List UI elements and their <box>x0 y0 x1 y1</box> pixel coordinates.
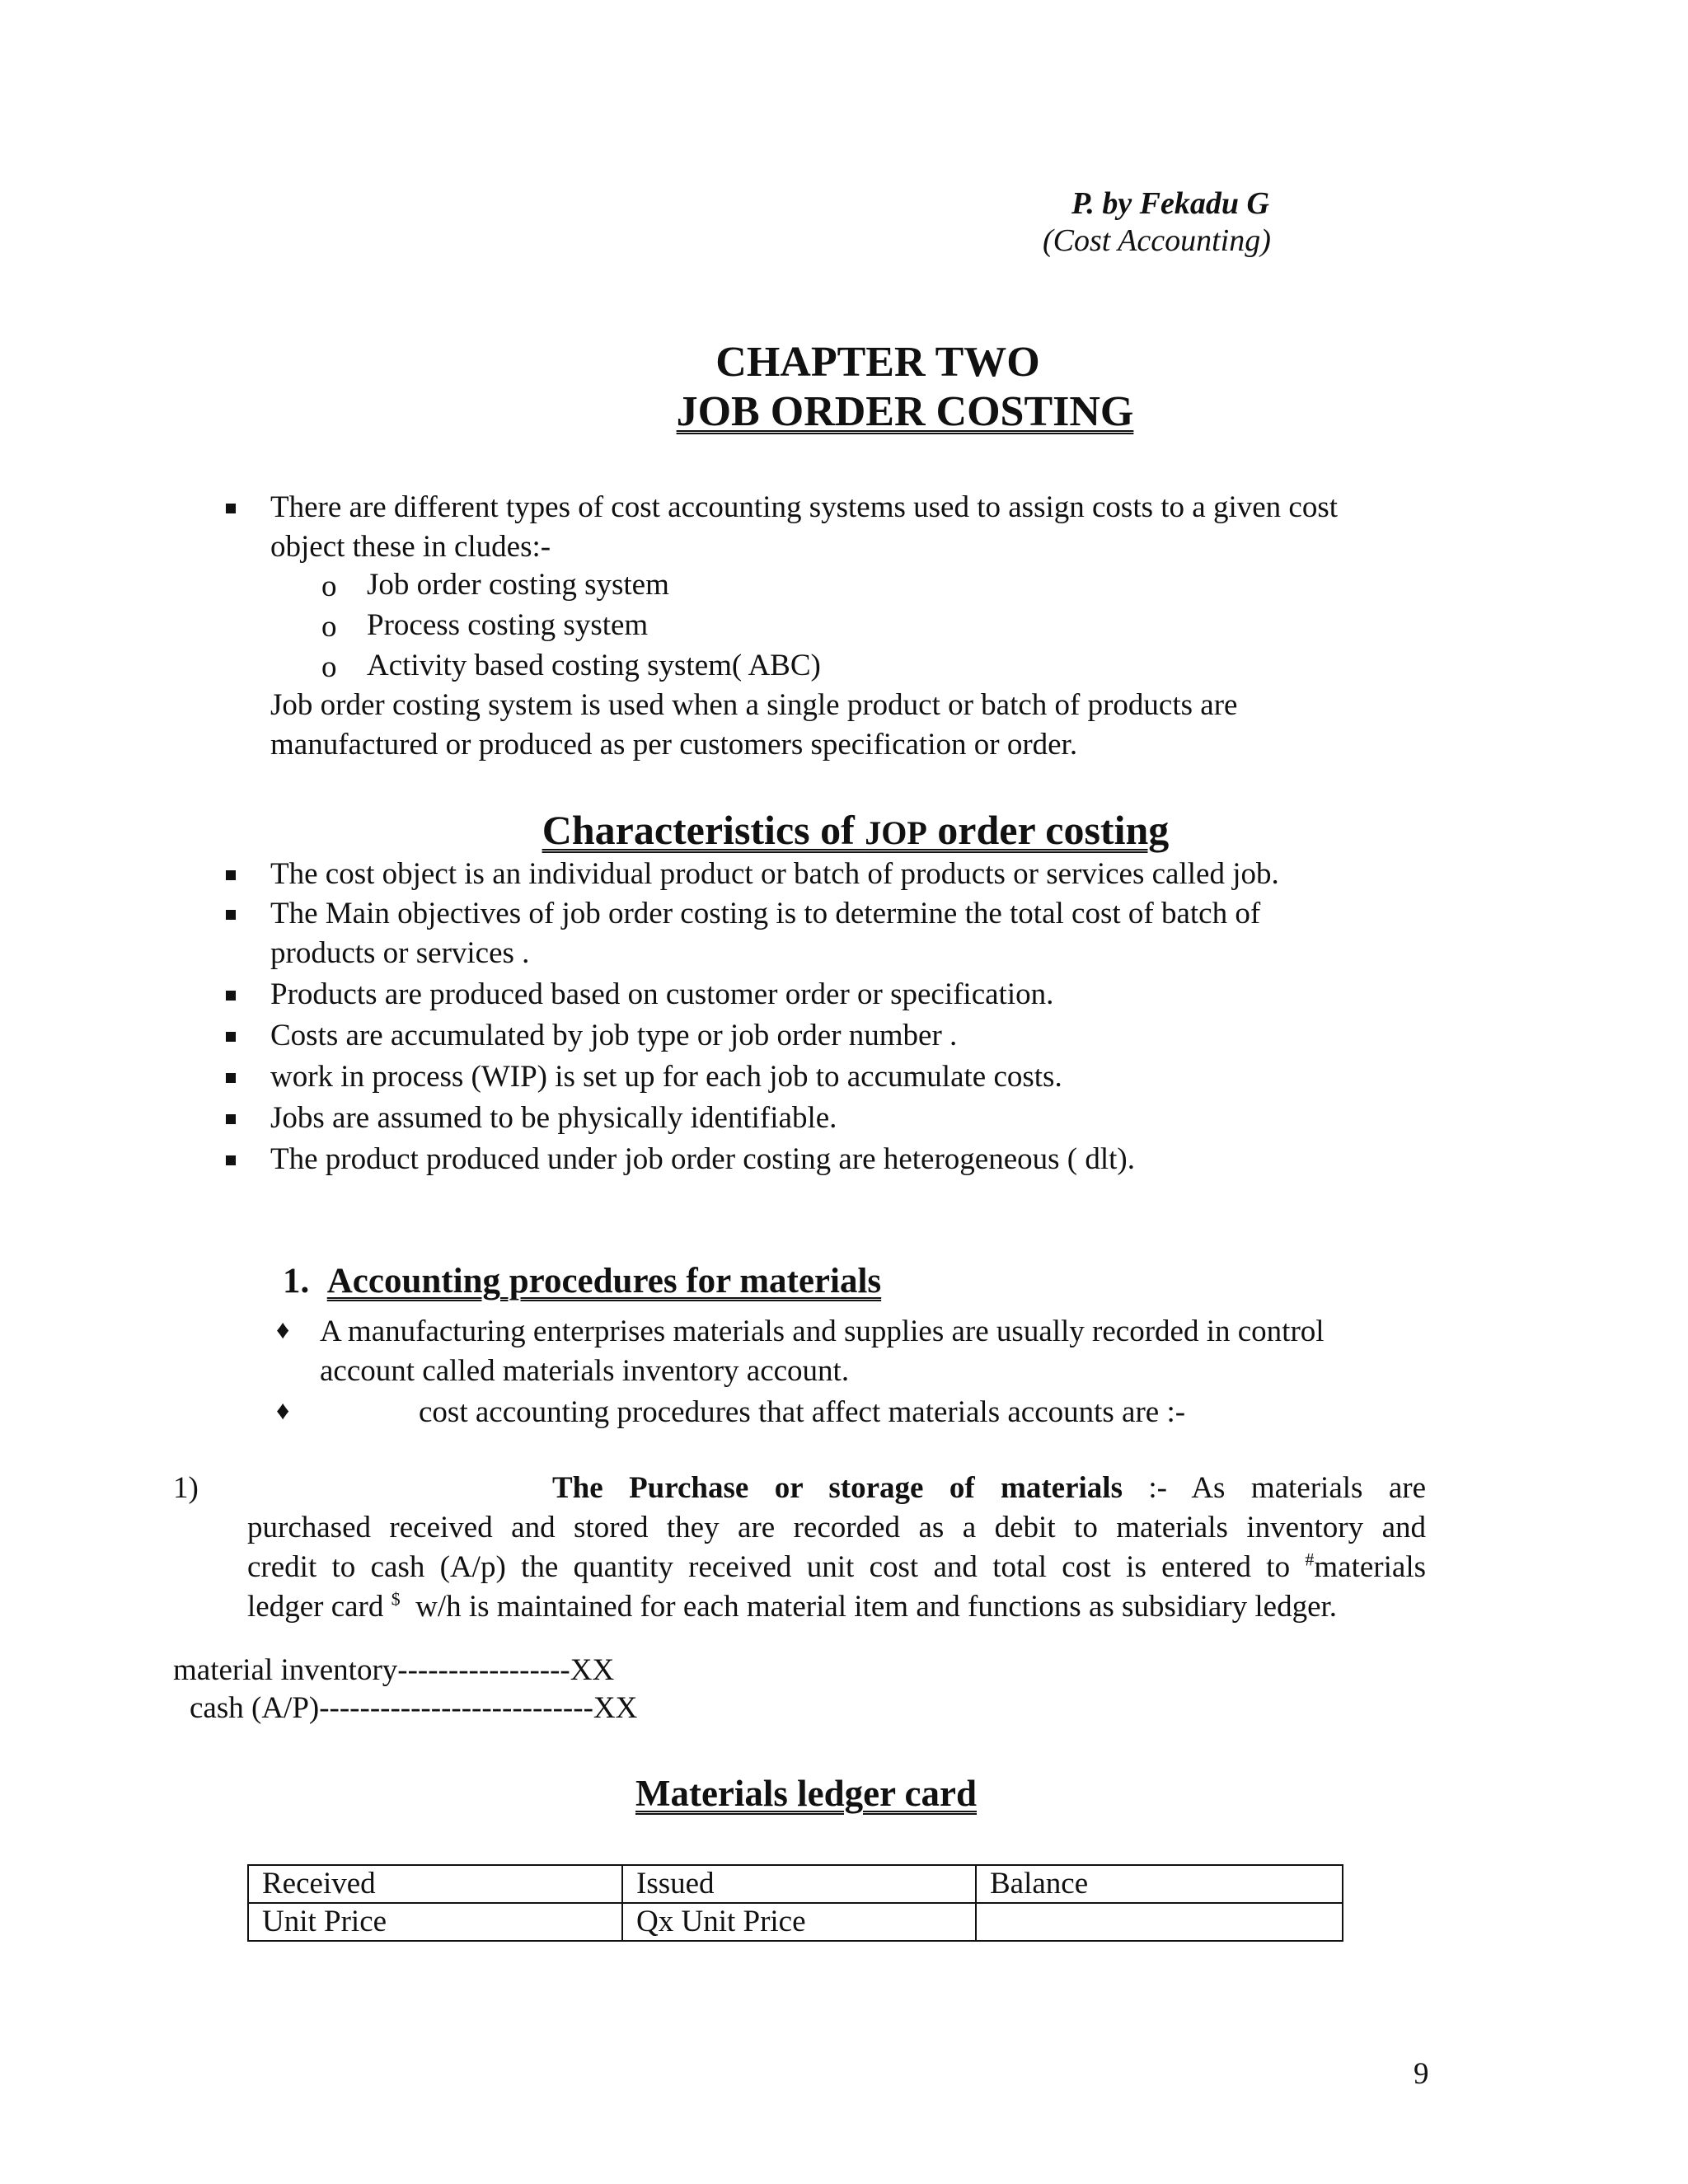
system-item: Job order costing system <box>367 568 669 602</box>
materials-item-1-line-2: account called materials inventory account. <box>320 1354 850 1388</box>
purchase-line-3-b <box>1305 1550 1426 1584</box>
dollar-mark: $ <box>391 1588 401 1610</box>
circle-bullet-icon: o <box>321 650 337 684</box>
chapter-title: CHAPTER TWO <box>715 339 1040 386</box>
circle-bullet-icon: o <box>321 569 337 603</box>
characteristic-item: The cost object is an individual product or batch of products or services called job. <box>270 857 1279 891</box>
square-bullet-icon <box>226 910 236 920</box>
square-bullet-icon <box>226 1073 236 1083</box>
square-bullet-icon <box>226 991 236 1001</box>
purchase-line-1-rest: :- As materials are <box>1148 1471 1426 1505</box>
diamond-bullet-icon: ♦ <box>276 1395 290 1425</box>
author-line: P. by Fekadu G <box>1071 186 1269 221</box>
table-cell: Issued <box>622 1865 976 1903</box>
characteristic-item: Costs are accumulated by job type or job order number . <box>270 1019 958 1052</box>
system-item: Activity based costing system( ABC) <box>367 649 821 682</box>
purchase-title: The Purchase or storage of materials <box>552 1471 1123 1505</box>
square-bullet-icon <box>226 870 236 880</box>
square-bullet-icon <box>226 1114 236 1124</box>
page-number: 9 <box>1414 2057 1429 2091</box>
purchase-line-4-b: w/h is maintained for each material item and functions as subsidiary ledger. <box>415 1590 1338 1624</box>
table-cell <box>976 1903 1343 1941</box>
subject-line: (Cost Accounting) <box>1043 223 1271 258</box>
table-cell: Qx Unit Price <box>622 1903 976 1941</box>
purchase-line-1 <box>552 1469 1426 1508</box>
materials-ledger-table <box>247 1864 1343 1942</box>
table-cell: Unit Price <box>248 1903 622 1941</box>
purchase-line-4 <box>247 1587 1337 1627</box>
materials-item-1-line-1: A manufacturing enterprises materials and supplies are usually recorded in control <box>320 1315 1325 1348</box>
materials-item-2: cost accounting procedures that affect materials accounts are :- <box>419 1395 1186 1429</box>
ledger-title-text: Materials ledger card <box>635 1773 978 1814</box>
characteristics-heading <box>0 806 1688 854</box>
journal-credit: cash (A/P)---------------------------XX <box>190 1691 638 1725</box>
purchase-line-2: purchased received and stored they are recorded as a debit to materials inventory and <box>247 1511 1426 1544</box>
journal-debit: material inventory-----------------XX <box>173 1653 615 1687</box>
square-bullet-icon <box>226 504 236 513</box>
chapter-subtitle-text: JOB ORDER COSTING <box>676 388 1134 435</box>
characteristics-heading-text <box>542 807 1170 853</box>
materials-section-title <box>283 1261 881 1301</box>
heading-part: Characteristics of <box>542 807 865 853</box>
purchase-line-3-word: materials <box>1314 1550 1427 1584</box>
system-item: Process costing system <box>367 608 649 642</box>
purchase-number: 1) <box>173 1471 199 1505</box>
ledger-title <box>0 1772 1612 1815</box>
characteristic-item: Jobs are assumed to be physically identifiable. <box>270 1101 837 1135</box>
heading-part: JOP <box>865 814 927 851</box>
characteristic-item: The product produced under job order costing are heterogeneous ( dlt). <box>270 1142 1135 1176</box>
intro-line-1: There are different types of cost accounting systems used to assign costs to a given cost <box>270 490 1339 524</box>
purchase-line-3 <box>247 1548 1426 1587</box>
hash-mark: # <box>1305 1549 1315 1570</box>
table-row <box>248 1903 1343 1941</box>
section-number: 1. <box>283 1262 310 1301</box>
square-bullet-icon <box>226 1155 236 1165</box>
characteristic-item-continued: products or services . <box>270 936 530 970</box>
table-row <box>248 1865 1343 1903</box>
heading-part: order costing <box>926 807 1170 853</box>
purchase-line-4-a: ledger card <box>247 1590 384 1624</box>
purchase-line-3-a: credit to cash (A/p) the quantity received unit cost and total cost is entered to <box>247 1550 1291 1584</box>
section-title-text: Accounting procedures for materials <box>326 1262 882 1301</box>
circle-bullet-icon: o <box>321 610 337 644</box>
table-cell: Received <box>248 1865 622 1903</box>
characteristic-item: Products are produced based on customer order or specification. <box>270 977 1054 1011</box>
table-cell: Balance <box>976 1865 1343 1903</box>
chapter-subtitle <box>0 387 1688 436</box>
characteristic-item: work in process (WIP) is set up for each job to accumulate costs. <box>270 1060 1062 1094</box>
intro-paragraph-line-1: Job order costing system is used when a single product or batch of products are <box>270 688 1238 722</box>
intro-line-2: object these in cludes:- <box>270 530 551 564</box>
diamond-bullet-icon: ♦ <box>276 1315 290 1344</box>
intro-paragraph-line-2: manufactured or produced as per customers specification or order. <box>270 728 1078 762</box>
square-bullet-icon <box>226 1032 236 1042</box>
characteristic-item: The Main objectives of job order costing is to determine the total cost of batch of <box>270 897 1261 930</box>
